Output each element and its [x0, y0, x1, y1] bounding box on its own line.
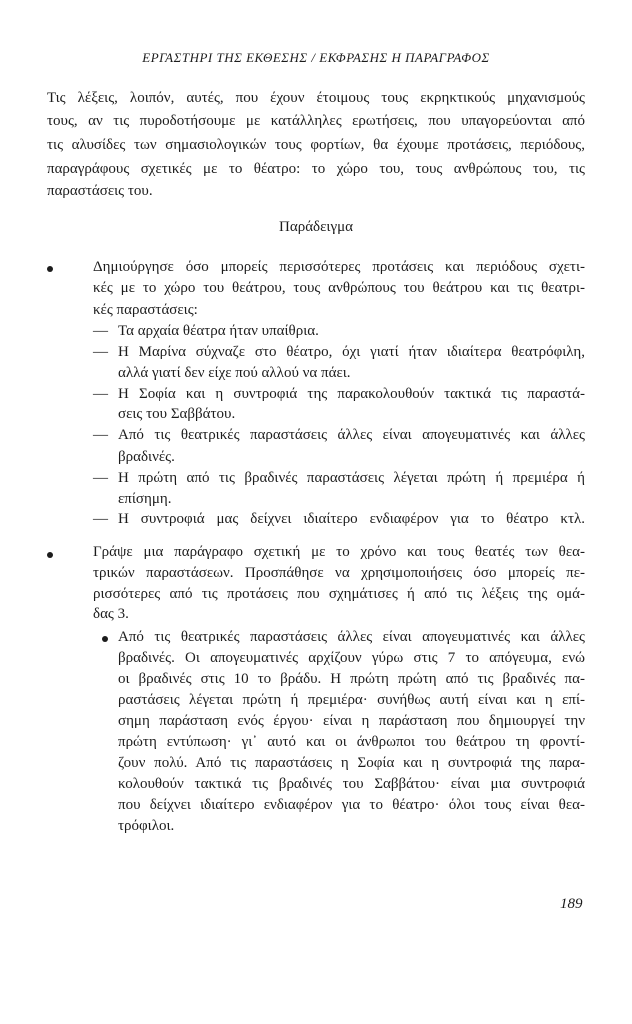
- text-line: κές με το χώρο του θεάτρου, τους ανθρώπους του θεάτρου και τις θεατρι-: [93, 280, 585, 296]
- dash-icon: —: [93, 427, 108, 443]
- text-line: δας 3.: [93, 606, 129, 622]
- text-line: ζουν πολύ. Από τις παραστάσεις η Σοφία και η συντροφιά της παρα-: [118, 755, 585, 771]
- text-line: κές παραστάσεις:: [93, 302, 198, 318]
- bullet-icon: [47, 552, 53, 558]
- dash-icon: —: [93, 386, 108, 402]
- text-line: οι βραδινές στις 10 το βράδυ. Η πρώτη πρώτη από τις βραδινές πα-: [118, 671, 585, 687]
- text-line: ραστάσεις λέγεται πρώτη ή πρεμιέρα· συνήθως αυτή είναι και η επί-: [118, 692, 585, 708]
- text-line: Η πρώτη από τις βραδινές παραστάσεις λέγεται πρώτη ή πρεμιέρα ή: [118, 470, 585, 486]
- text-line: παραστάσεις του.: [47, 183, 153, 199]
- text-line: Τα αρχαία θέατρα ήταν υπαίθρια.: [118, 323, 319, 339]
- text-line: Η Μαρίνα σύχναζε στο θέατρο, όχι γιατί ήταν ιδιαίτερα θεατρόφιλη,: [118, 344, 585, 360]
- text-line: βραδινές. Οι απογευματινές αρχίζουν γύρω στις 7 το απόγευμα, ενώ: [118, 650, 585, 666]
- dash-icon: —: [93, 323, 108, 339]
- text-line: που δείχνει ιδιαίτερο ενδιαφέρον για το θέατρο· όλοι τους είναι θεα-: [118, 797, 585, 813]
- text-line: κολουθούν τακτικά τις βραδινές του Σαββάτου· είναι μια συντροφιά: [118, 776, 585, 792]
- text-line: ρισσότερες από τις προτάσεις που σχημάτισες ή από τις λέξεις της ομά-: [93, 586, 585, 602]
- bullet-icon: [47, 266, 53, 272]
- page-number: 189: [560, 896, 583, 912]
- text-line: Η συντροφιά μας δείχνει ιδιαίτερο ενδιαφέρον για το θέατρο κτλ.: [118, 511, 585, 527]
- text-line: σεις του Σαββάτου.: [118, 406, 236, 422]
- text-line: παραγράφους σχετικές με το θέατρο: το χώρο του, τους ανθρώπους του, τις: [47, 161, 585, 177]
- dash-icon: —: [93, 344, 108, 360]
- text-line: Η Σοφία και η συντροφιά της παρακολουθούν τακτικά τις παραστά-: [118, 386, 585, 402]
- text-line: επίσημη.: [118, 491, 172, 507]
- text-line: Δημιούργησε όσο μπορείς περισσότερες προτάσεις και περιόδους σχετι-: [93, 259, 585, 275]
- text-line: Γράψε μια παράγραφο σχετική με το χρόνο και τους θεατές των θεα-: [93, 544, 585, 560]
- bullet-icon: [102, 636, 108, 642]
- dash-icon: —: [93, 511, 108, 527]
- text-line: Από τις θεατρικές παραστάσεις άλλες είναι απογευματινές και άλλες: [118, 629, 585, 645]
- text-line: τρικών παραστάσεων. Προσπάθησε να χρησιμοποιήσεις όσο μπορείς πε-: [93, 565, 585, 581]
- dash-icon: —: [93, 470, 108, 486]
- text-line: Τις λέξεις, λοιπόν, αυτές, που έχουν έτοιμους τους εκρηκτικούς μηχανισμούς: [47, 90, 585, 106]
- text-line: αλλά γιατί δεν είχε πού αλλού να πάει.: [118, 365, 351, 381]
- text-line: Από τις θεατρικές παραστάσεις άλλες είναι απογευματινές και άλλες: [118, 427, 585, 443]
- text-line: τρόφιλοι.: [118, 818, 175, 834]
- text-line: τις αλυσίδες των σημασιολογικών τους φορτίων, θα έχουμε προτάσεις, περιόδους,: [47, 137, 585, 153]
- text-line: τους, αν τις πυροδοτήσουμε με κατάλληλες ερωτήσεις, που υπαγορεύονται από: [47, 113, 585, 129]
- running-header: ΕΡΓΑΣΤΗΡΙ ΤΗΣ ΕΚΘΕΣΗΣ / ΕΚΦΡΑΣΗΣ Η ΠΑΡΑΓΡΑΦΟΣ: [142, 50, 490, 65]
- text-line: βραδινές.: [118, 449, 175, 465]
- text-line: σημη παράσταση ενός έργου· είναι η παράσταση που δημιουργεί την: [118, 713, 585, 729]
- text-line: πρώτη εντύπωση· γι᾽ αυτό και οι άνθρωποι του θεάτρου τη φροντί-: [118, 734, 585, 750]
- example-heading: Παράδειγμα: [279, 219, 353, 235]
